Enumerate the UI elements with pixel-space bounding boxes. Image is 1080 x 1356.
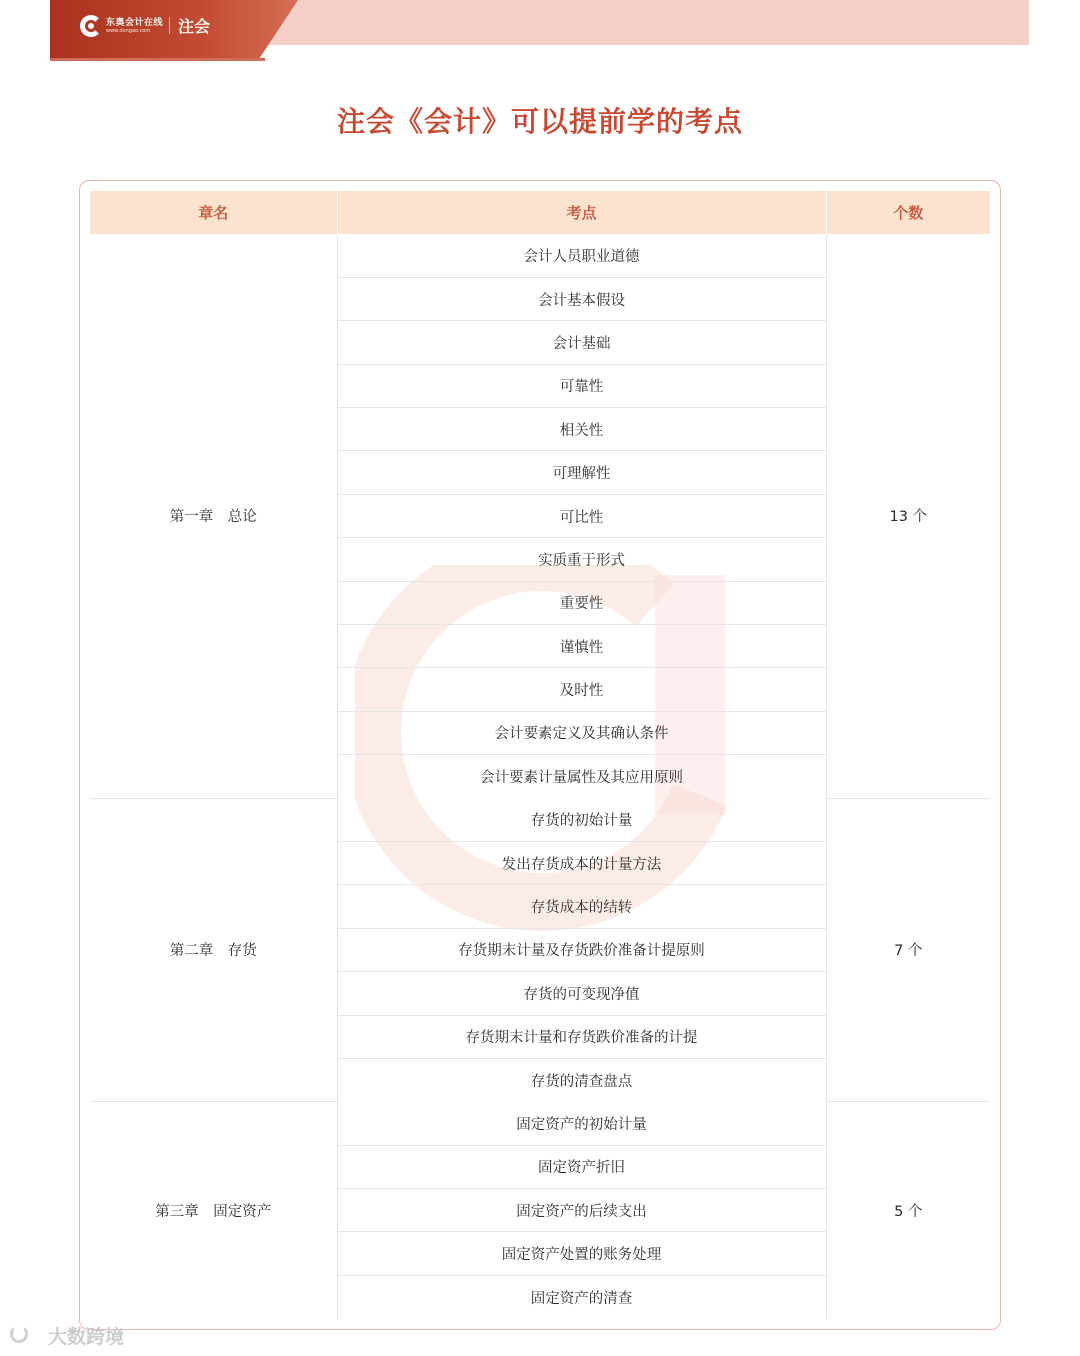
chapter-group (90, 1102, 990, 1319)
topic-cell: 固定资产的初始计量 (337, 1102, 826, 1145)
topic-cell: 会计要素计量属性及其应用原则 (337, 755, 826, 798)
table-header-row (90, 191, 990, 234)
column-header-chapter: 章名 (90, 191, 337, 234)
chapter-name-cell: 第三章 固定资产 (155, 1204, 272, 1221)
topic-count-cell: 7 个 (826, 798, 990, 1102)
column-header-topic: 考点 (337, 191, 826, 234)
topic-cell: 会计要素定义及其确认条件 (337, 711, 826, 754)
column-header-count: 个数 (826, 191, 990, 234)
topic-cell: 可比性 (337, 494, 826, 537)
table-row (90, 234, 990, 277)
topic-cell: 固定资产的后续支出 (337, 1189, 826, 1232)
footer-watermark-text: 大数跨境 (48, 1326, 125, 1348)
topic-cell: 存货的初始计量 (337, 798, 826, 841)
topic-cell: 重要性 (337, 581, 826, 624)
topics-table (90, 191, 990, 1319)
footer-watermark (8, 1322, 124, 1349)
topic-cell: 存货的可变现净值 (337, 972, 826, 1015)
topic-cell: 谨慎性 (337, 625, 826, 668)
chapter-name-cell: 第二章 存货 (90, 798, 337, 1102)
topic-count-cell: 5 个 (894, 1204, 923, 1221)
topic-cell: 存货期末计量和存货跌价准备的计提 (337, 1015, 826, 1058)
section-label: 注会 (178, 17, 211, 36)
topic-cell: 会计基本假设 (337, 277, 826, 320)
topic-cell: 实质重于形式 (337, 538, 826, 581)
brand-tab-underline (50, 58, 265, 61)
topic-cell: 存货的清查盘点 (337, 1058, 826, 1101)
topic-count-cell: 13 个 (826, 234, 990, 798)
brand-logo-dot (88, 23, 94, 29)
topic-cell: 相关性 (337, 408, 826, 451)
topic-cell: 发出存货成本的计量方法 (337, 841, 826, 884)
topic-cell: 可理解性 (337, 451, 826, 494)
topic-cell: 固定资产折旧 (337, 1145, 826, 1188)
page-title: 注会《会计》可以提前学的考点 (336, 105, 743, 138)
topic-cell: 存货期末计量及存货跌价准备计提原则 (337, 928, 826, 971)
brand-divider (169, 17, 170, 34)
topic-cell: 存货成本的结转 (337, 885, 826, 928)
topic-cell: 会计基础 (337, 321, 826, 364)
chapter-group (90, 234, 990, 798)
table-row (90, 1102, 990, 1145)
topic-cell: 固定资产的清查 (337, 1275, 826, 1318)
chapter-name-cell: 第一章 总论 (90, 234, 337, 798)
brand-name: 东奥会计在线 (106, 18, 164, 28)
topic-cell: 及时性 (337, 668, 826, 711)
table-row (90, 798, 990, 841)
topic-cell: 会计人员职业道德 (337, 234, 826, 277)
brand-url: www.dongao.com (106, 28, 151, 34)
chapter-group (90, 798, 990, 1102)
topic-cell: 可靠性 (337, 364, 826, 407)
topic-cell: 固定资产处置的账务处理 (337, 1232, 826, 1275)
